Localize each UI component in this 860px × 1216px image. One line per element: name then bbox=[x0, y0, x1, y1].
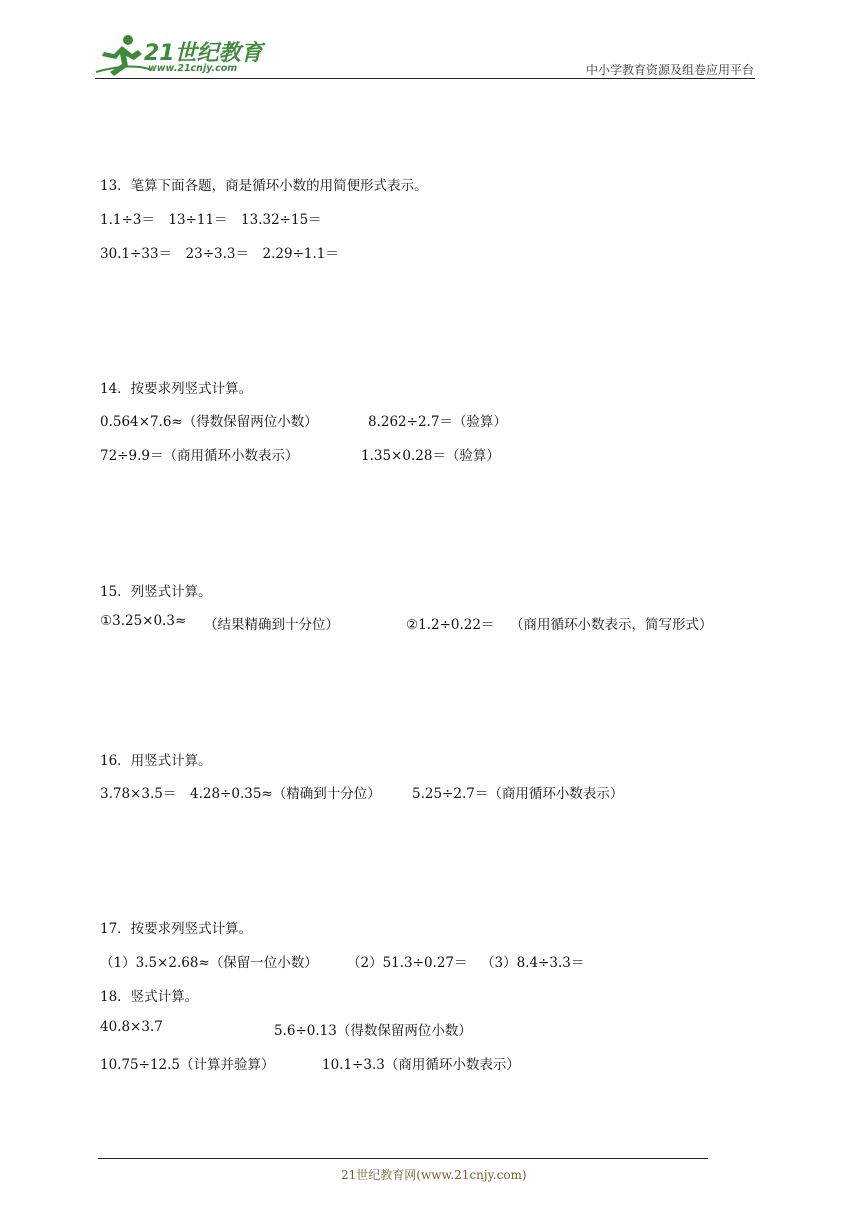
question-15-b-note: （商用循环小数表示，简写形式） bbox=[510, 617, 713, 633]
question-16-b: 4.28÷0.35≈（精确到十分位） bbox=[190, 786, 381, 802]
question-17-title: 17．按要求列竖式计算。 bbox=[100, 921, 253, 937]
footer-link[interactable]: 21世纪教育网(www.21cnjy.com) bbox=[341, 1168, 527, 1182]
question-17-b: （2）51.3÷0.27＝ bbox=[347, 955, 468, 971]
header-divider bbox=[95, 78, 755, 79]
question-18-title: 18．竖式计算。 bbox=[100, 989, 199, 1005]
question-13-title: 13．笔算下面各题，商是循环小数的用简便形式表示。 bbox=[100, 178, 428, 194]
question-14-item-1a: 0.564×7.6≈（得数保留两位小数） bbox=[100, 414, 318, 430]
question-17-c: （3）8.4÷3.3＝ bbox=[481, 955, 585, 971]
site-logo bbox=[92, 32, 267, 80]
question-18-item-2b: 10.1÷3.3（商用循环小数表示） bbox=[322, 1057, 520, 1073]
question-16-title: 16．用竖式计算。 bbox=[100, 753, 212, 769]
question-16-a: 3.78×3.5＝ bbox=[100, 786, 177, 802]
question-15-b-expr: ②1.2÷0.22＝ bbox=[406, 617, 495, 633]
question-15-a-expr: ①3.25×0.3≈ bbox=[100, 613, 187, 629]
question-15-title: 15．列竖式计算。 bbox=[100, 584, 212, 600]
question-18-item-2a: 10.75÷12.5（计算并验算） bbox=[100, 1057, 275, 1073]
question-18-item-1a: 40.8×3.7 bbox=[100, 1019, 163, 1035]
logo-text: 21世纪教育 bbox=[144, 41, 263, 66]
question-15-a-note: （结果精确到十分位） bbox=[204, 617, 339, 633]
question-16-c: 5.25÷2.7＝（商用循环小数表示） bbox=[412, 786, 624, 802]
question-13-line-1: 1.1÷3＝ 13÷11＝ 13.32÷15＝ bbox=[100, 212, 322, 228]
question-14-title: 14．按要求列竖式计算。 bbox=[100, 381, 253, 397]
question-14-item-2b: 1.35×0.28＝（验算） bbox=[361, 448, 500, 464]
question-14-item-1b: 8.262÷2.7＝（验算） bbox=[368, 414, 507, 430]
footer-divider bbox=[98, 1158, 708, 1159]
question-18-item-1b: 5.6÷0.13（得数保留两位小数） bbox=[274, 1023, 472, 1039]
question-13-line-2: 30.1÷33＝ 23÷3.3＝ 2.29÷1.1＝ bbox=[100, 246, 339, 262]
header-platform-text: 中小学教育资源及组卷应用平台 bbox=[585, 63, 754, 77]
question-14-item-2a: 72÷9.9＝（商用循环小数表示） bbox=[100, 448, 299, 464]
logo-url-text: www.21cnjy.com bbox=[148, 63, 238, 74]
question-17-a: （1）3.5×2.68≈（保留一位小数） bbox=[100, 955, 318, 971]
